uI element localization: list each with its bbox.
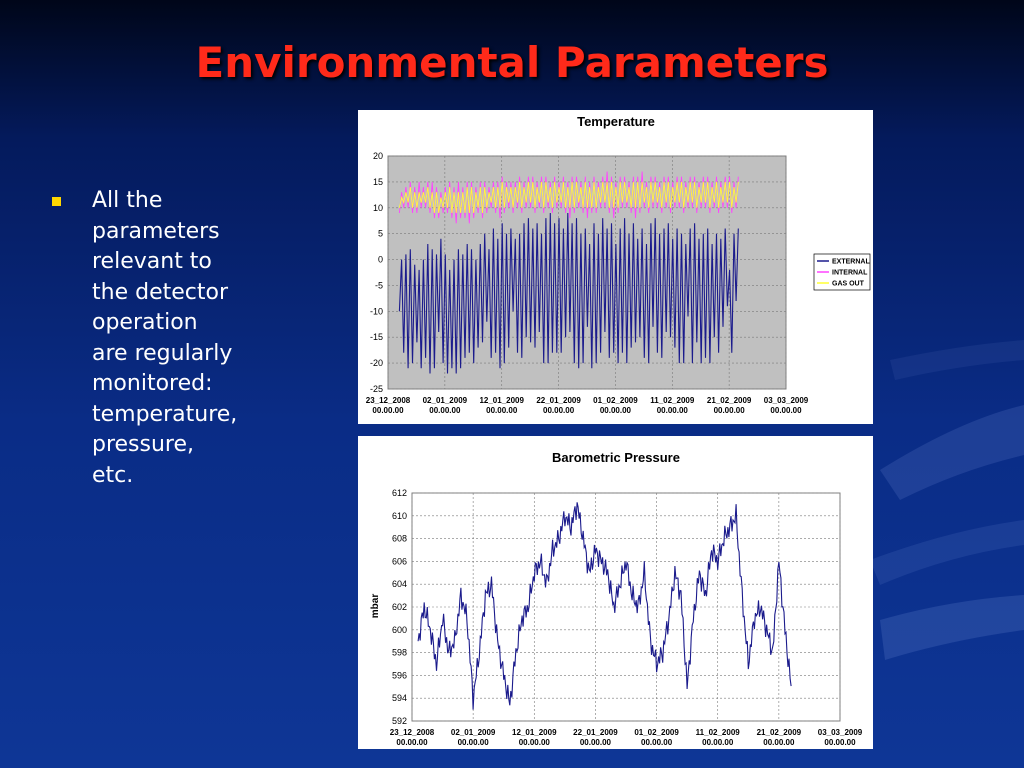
pressure-y-axis-label: mbar bbox=[370, 593, 381, 619]
pressure-y-tick-label: 608 bbox=[391, 533, 407, 544]
pressure-x-tick-time: 00.00.00 bbox=[824, 738, 856, 747]
bullet-text: All the parameters relevant to the detector operation are regularly monitored: temperature, pressure, etc. bbox=[92, 188, 238, 488]
pressure-y-tick-label: 594 bbox=[391, 693, 407, 704]
temperature-x-tick-date: 01_02_2009 bbox=[593, 396, 638, 405]
temperature-x-tick-date: 12_01_2009 bbox=[479, 396, 524, 405]
temperature-y-tick-label: 20 bbox=[372, 151, 383, 161]
pressure-x-tick-date: 01_02_2009 bbox=[634, 728, 679, 737]
pressure-x-tick-date: 03_03_2009 bbox=[817, 728, 863, 737]
pressure-y-tick-label: 606 bbox=[391, 556, 407, 567]
pressure-y-tick-label: 610 bbox=[391, 510, 407, 521]
temperature-x-tick-time: 00.00.00 bbox=[656, 406, 688, 415]
temperature-x-tick-time: 00.00.00 bbox=[713, 406, 745, 415]
pressure-x-tick-date: 11_02_2009 bbox=[695, 728, 740, 737]
temperature-y-tick-label: 15 bbox=[372, 176, 383, 187]
temperature-x-tick-time: 00.00.00 bbox=[543, 406, 575, 415]
pressure-y-tick-label: 592 bbox=[391, 716, 407, 726]
temperature-y-tick-label: -5 bbox=[374, 280, 383, 291]
pressure-x-tick-time: 00.00.00 bbox=[702, 738, 734, 747]
pressure-y-tick-label: 600 bbox=[391, 624, 407, 635]
temperature-chart-panel bbox=[358, 110, 873, 424]
temperature-x-tick-time: 00.00.00 bbox=[429, 406, 461, 415]
temperature-y-tick-label: -15 bbox=[369, 332, 383, 343]
pressure-x-tick-time: 00.00.00 bbox=[457, 738, 489, 747]
temperature-x-tick-time: 00.00.00 bbox=[770, 406, 802, 415]
pressure-x-tick-date: 22_01_2009 bbox=[573, 728, 618, 737]
temperature-x-tick-date: 22_01_2009 bbox=[536, 396, 581, 405]
temperature-x-tick-date: 11_02_2009 bbox=[650, 396, 695, 405]
temperature-chart-title: Temperature bbox=[577, 114, 655, 129]
pressure-y-tick-label: 598 bbox=[391, 647, 407, 658]
pressure-y-tick-label: 604 bbox=[391, 579, 407, 590]
pressure-chart bbox=[358, 436, 873, 749]
pressure-y-tick-label: 612 bbox=[391, 488, 407, 498]
pressure-x-tick-time: 00.00.00 bbox=[641, 738, 673, 747]
temperature-y-tick-label: 5 bbox=[377, 228, 383, 239]
temperature-x-tick-time: 00.00.00 bbox=[486, 406, 518, 415]
legend-label-external: EXTERNAL bbox=[832, 258, 870, 266]
temperature-x-tick-time: 00.00.00 bbox=[599, 406, 631, 415]
pressure-x-tick-date: 23_12_2008 bbox=[389, 728, 435, 737]
slide-title: Environmental Parameters bbox=[195, 38, 829, 87]
temperature-legend bbox=[814, 254, 870, 290]
pressure-chart-title: Barometric Pressure bbox=[552, 450, 680, 465]
temperature-x-tick-date: 21_02_2009 bbox=[706, 396, 752, 405]
bullet-marker-icon bbox=[52, 197, 61, 206]
legend-label-internal: INTERNAL bbox=[832, 269, 868, 277]
pressure-y-tick-label: 596 bbox=[391, 670, 407, 681]
pressure-x-tick-date: 02_01_2009 bbox=[450, 728, 496, 737]
pressure-x-tick-time: 00.00.00 bbox=[396, 738, 428, 747]
pressure-x-tick-time: 00.00.00 bbox=[763, 738, 795, 747]
temperature-y-tick-label: -10 bbox=[369, 306, 383, 317]
pressure-x-tick-date: 21_02_2009 bbox=[756, 728, 802, 737]
pressure-x-tick-date: 12_01_2009 bbox=[512, 728, 557, 737]
temperature-x-tick-date: 23_12_2008 bbox=[365, 396, 411, 405]
temperature-y-tick-label: 10 bbox=[372, 202, 383, 213]
temperature-y-tick-label: 0 bbox=[377, 254, 383, 265]
temperature-y-tick-label: -25 bbox=[369, 384, 383, 394]
pressure-chart-panel bbox=[358, 436, 873, 749]
legend-label-gas-out: GAS OUT bbox=[832, 280, 864, 288]
pressure-x-tick-time: 00.00.00 bbox=[579, 738, 611, 747]
temperature-x-tick-date: 03_03_2009 bbox=[763, 396, 809, 405]
temperature-x-tick-date: 02_01_2009 bbox=[422, 396, 468, 405]
temperature-y-tick-label: -20 bbox=[369, 358, 383, 369]
pressure-y-tick-label: 602 bbox=[391, 602, 407, 612]
temperature-chart bbox=[358, 110, 873, 424]
temperature-x-tick-time: 00.00.00 bbox=[372, 406, 404, 415]
pressure-x-tick-time: 00.00.00 bbox=[518, 738, 550, 747]
